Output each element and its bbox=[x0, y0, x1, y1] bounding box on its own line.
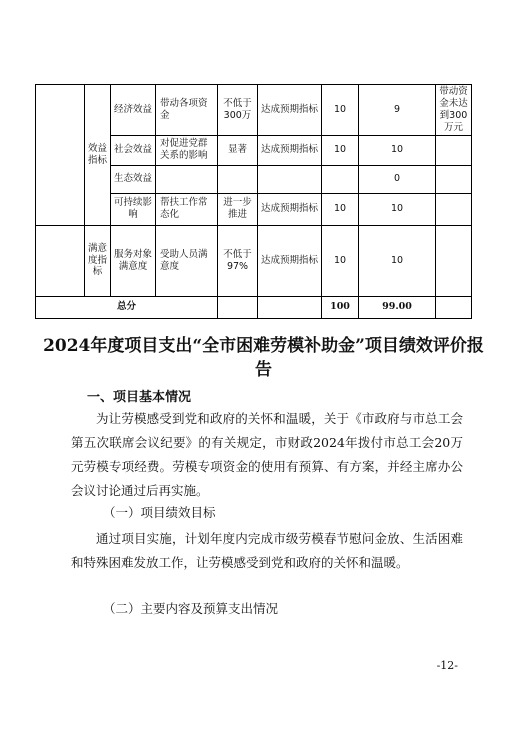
weight-cell: 10 bbox=[322, 135, 359, 165]
sub-indicator-cell: 社会效益 bbox=[111, 135, 156, 165]
note-cell bbox=[436, 135, 472, 165]
blank-cell bbox=[436, 296, 472, 318]
blank-cell bbox=[258, 296, 322, 318]
sub-indicator-cell: 经济效益 bbox=[111, 85, 156, 136]
note-cell bbox=[436, 193, 472, 225]
subsection-heading: （二）主要内容及预算支出情况 bbox=[103, 601, 279, 616]
target-cell: 达成预期指标 bbox=[258, 193, 322, 225]
standard-cell: 进一步推进 bbox=[218, 193, 258, 225]
standard-cell bbox=[218, 165, 258, 193]
blank-cell bbox=[36, 225, 85, 296]
note-cell bbox=[436, 225, 472, 296]
subsection-heading: （一）项目绩效目标 bbox=[103, 505, 216, 520]
target-cell: 达成预期指标 bbox=[258, 225, 322, 296]
blank-cell bbox=[36, 85, 85, 226]
standard-cell: 显著 bbox=[218, 135, 258, 165]
category-cell: 满意度指标 bbox=[85, 225, 111, 296]
sub-indicator-cell: 生态效益 bbox=[111, 165, 156, 193]
note-cell bbox=[436, 165, 472, 193]
total-score: 99.00 bbox=[359, 296, 436, 318]
body-paragraph: 通过项目实施，计划年度内完成市级劳模春节慰问金放、生活困难和特殊困难发放工作，让劳模感受到党和政府的关怀和温暖。 bbox=[71, 531, 463, 570]
score-cell: 10 bbox=[359, 135, 436, 165]
total-label: 总分 bbox=[36, 296, 218, 318]
weight-cell bbox=[322, 165, 359, 193]
blank-cell bbox=[218, 296, 258, 318]
sub-indicator-cell: 服务对象满意度 bbox=[111, 225, 156, 296]
score-cell: 0 bbox=[359, 165, 436, 193]
indicator-cell: 对促进党群关系的影响 bbox=[156, 135, 218, 165]
score-cell: 10 bbox=[359, 193, 436, 225]
score-cell: 9 bbox=[359, 85, 436, 136]
weight-cell: 10 bbox=[322, 225, 359, 296]
section-heading: 一、项目基本情况 bbox=[87, 390, 192, 405]
report-title: 2024年度项目支出“全市困难劳模补助金”项目绩效评价报告 bbox=[43, 336, 484, 380]
standard-cell: 不低于97% bbox=[218, 225, 258, 296]
total-weight: 100 bbox=[322, 296, 359, 318]
target-cell: 达成预期指标 bbox=[258, 85, 322, 136]
performance-indicator-table bbox=[35, 84, 472, 319]
weight-cell: 10 bbox=[322, 193, 359, 225]
table-row bbox=[36, 85, 472, 136]
body-paragraph: 为让劳模感受到党和政府的关怀和温暖，关于《市政府与市总工会第五次联席会议纪要》的有关规定，市财政2024年拨付市总工会20万元劳模专项经费。劳模专项资金的使用有预算、有方案，并经主席办公会议讨论通过后再实施。 bbox=[71, 411, 463, 498]
table-row bbox=[36, 225, 472, 296]
weight-cell: 10 bbox=[322, 85, 359, 136]
note-cell: 带动资金未达到300万元 bbox=[436, 85, 472, 136]
sub-indicator-cell: 可持续影响 bbox=[111, 193, 156, 225]
indicator-cell: 带动各项资金 bbox=[156, 85, 218, 136]
indicator-cell bbox=[156, 165, 218, 193]
score-cell: 10 bbox=[359, 225, 436, 296]
indicator-cell: 受助人员满意度 bbox=[156, 225, 218, 296]
standard-cell: 不低于300万 bbox=[218, 85, 258, 136]
category-cell: 效益指标 bbox=[85, 85, 111, 226]
page-number: -12- bbox=[436, 659, 458, 672]
indicator-cell: 帮扶工作常态化 bbox=[156, 193, 218, 225]
target-cell: 达成预期指标 bbox=[258, 135, 322, 165]
total-row bbox=[36, 296, 472, 318]
target-cell bbox=[258, 165, 322, 193]
